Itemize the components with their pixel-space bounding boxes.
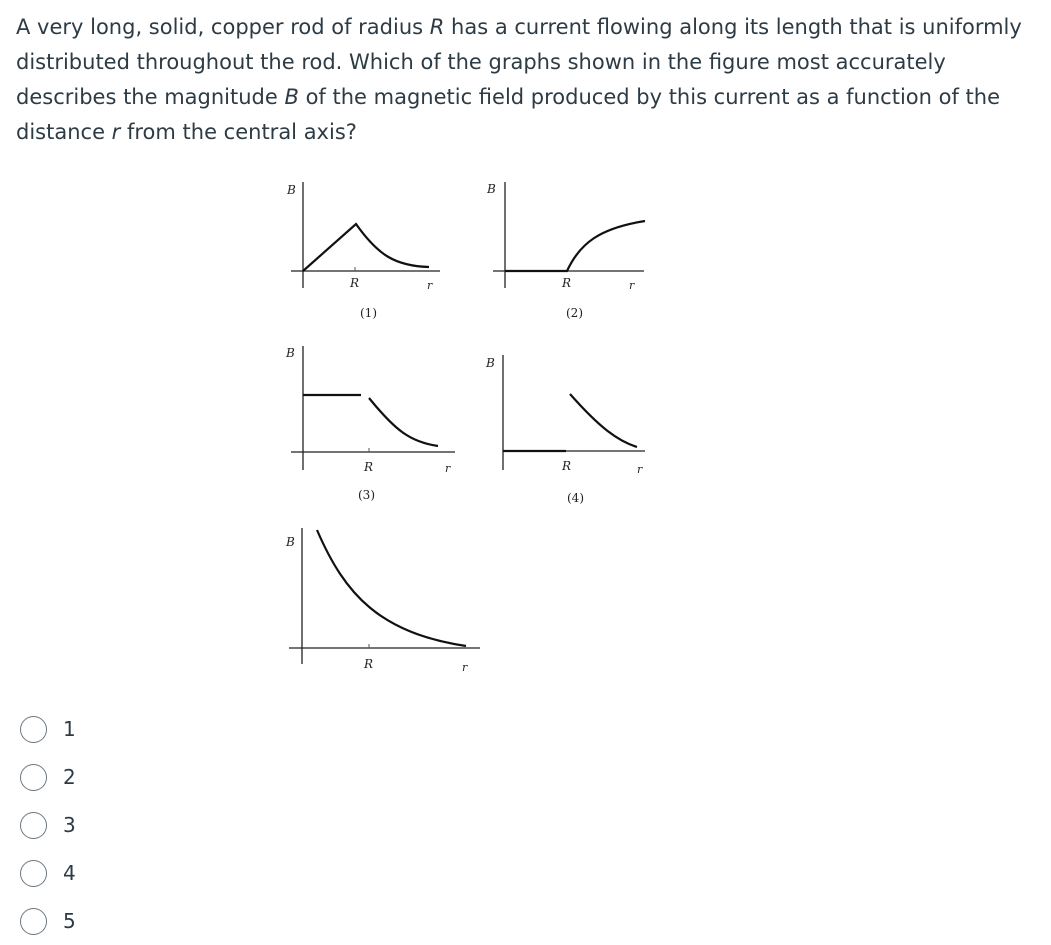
question-text-part: has a current flowing along its length that is uniformly distributed throughout the rod. Which of the graphs shown in the figure most accurately describes the magnitude — [16, 15, 1022, 109]
y-axis-label: B — [487, 182, 496, 196]
option-label: 2 — [63, 765, 76, 789]
x-axis-label: r — [427, 279, 433, 292]
option-3[interactable] — [20, 801, 76, 849]
graph-3-curve-outside — [369, 398, 438, 446]
y-axis-label: B — [286, 346, 295, 360]
x-axis-label: r — [445, 462, 451, 475]
option-label: 4 — [63, 861, 76, 885]
y-axis-label: B — [286, 535, 295, 549]
graph-5-curve — [317, 530, 466, 646]
graph-5 — [285, 528, 480, 674]
graph-caption: (4) — [567, 491, 584, 505]
radius-label: R — [364, 460, 374, 474]
variable-B: B — [284, 85, 299, 109]
radio-button[interactable] — [20, 860, 47, 887]
graph-4 — [485, 355, 645, 505]
x-axis-label: r — [629, 279, 635, 292]
graph-caption: (2) — [566, 306, 583, 320]
question-text-part: from the central axis? — [120, 120, 357, 144]
answer-options — [20, 705, 76, 945]
variable-r: r — [111, 120, 121, 144]
question-text-part: A very long, solid, copper rod of radius — [16, 15, 430, 39]
option-4[interactable] — [20, 849, 76, 897]
question-text-part: of the magnetic field produced by this current as a function of the distance — [16, 85, 1000, 144]
radio-button[interactable] — [20, 908, 47, 935]
graph-2 — [486, 182, 645, 320]
option-label: 5 — [63, 909, 76, 933]
x-axis-label: r — [462, 661, 468, 674]
graph-4-curve-outside — [570, 394, 637, 447]
y-axis-label: B — [486, 356, 495, 370]
radius-label: R — [562, 276, 572, 290]
radius-label: R — [562, 459, 572, 473]
radius-label: R — [364, 657, 374, 671]
option-1[interactable] — [20, 705, 76, 753]
graph-caption: (1) — [360, 306, 377, 320]
radius-label: R — [350, 276, 360, 290]
radio-button[interactable] — [20, 716, 47, 743]
graph-1 — [286, 182, 440, 320]
option-2[interactable] — [20, 753, 76, 801]
radio-button[interactable] — [20, 812, 47, 839]
graph-2-curve — [505, 221, 645, 271]
option-5[interactable] — [20, 897, 76, 945]
radio-button[interactable] — [20, 764, 47, 791]
y-axis-label: B — [287, 183, 296, 197]
option-label: 3 — [63, 813, 76, 837]
graph-1-curve — [303, 224, 429, 271]
variable-R: R — [429, 15, 445, 39]
graph-3 — [285, 346, 455, 502]
graph-caption: (3) — [358, 488, 375, 502]
x-axis-label: r — [637, 463, 643, 476]
option-label: 1 — [63, 717, 76, 741]
